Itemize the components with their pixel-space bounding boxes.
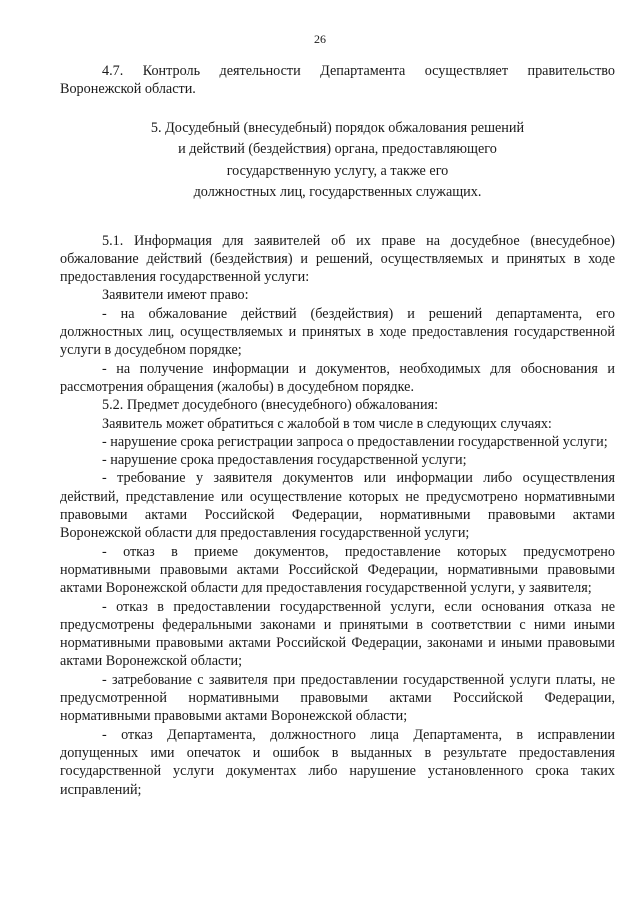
- document-body: [60, 62, 615, 799]
- list-item-fee-demand: - затребование с заявителя при предоставлении государственной услуги платы, не предусмотренной нормативными правовыми актами Российской Федерации, нормативными правовыми актами Воронежской области;: [60, 671, 615, 725]
- section-5-heading: [60, 118, 615, 204]
- section-heading-line-3: государственную услугу, а также его: [226, 162, 449, 179]
- page-number: 26: [314, 32, 326, 46]
- paragraph-4-7: 4.7. Контроль деятельности Департамента осуществляет правительство Воронежской области.: [60, 63, 615, 98]
- section-heading-line-2: и действий (бездействия) органа, предоставляющего: [178, 141, 497, 158]
- section-heading-line-4: должностных лиц, государственных служащих.: [193, 184, 482, 201]
- list-item-service-delay: - нарушение срока предоставления государственной услуги;: [102, 452, 467, 469]
- paragraph-5-1: 5.1. Информация для заявителей об их праве на досудебное (внесудебное) обжалование действий (бездействия) и решений, осуществляемых и принятых в ходе предоставления государственной услуги:: [60, 232, 615, 286]
- paragraph-complaint-cases: Заявитель может обратиться с жалобой в том числе в следующих случаях:: [102, 415, 552, 432]
- list-item-registration-delay: - нарушение срока регистрации запроса о предоставлении государственной услуги;: [102, 433, 608, 450]
- list-item-refusal-correction: - отказ Департамента, должностного лица Департамента, в исправлении допущенных ими опечаток и ошибок в выданных в результате предоставления государственной услуги документах либо нарушение установленного срока таких исправлений;: [60, 726, 615, 798]
- list-item-extra-documents: - требование у заявителя документов или информации либо осуществления действий, представление или осуществление которых не предусмотрено нормативными правовыми актами Российской Федерации, нормативными правовыми актами Воронежской области для предоставления государственной услуги;: [60, 470, 615, 542]
- list-item-right-appeal: - на обжалование действий (бездействия) и решений департамента, его должностных лиц, осуществляемых и принятых в ходе предоставления государственной услуги в досудебном порядке;: [60, 305, 615, 359]
- paragraph-5-2: 5.2. Предмет досудебного (внесудебного) обжалования:: [102, 397, 439, 414]
- list-item-refusal-service: - отказ в предоставлении государственной услуги, если основания отказа не предусмотрены федеральными законами и принятыми в соответствии с ними иными нормативными правовыми актами Российской Федерации, законами и иными правовыми актами Воронежской области;: [60, 598, 615, 670]
- paragraph-applicants-rights: Заявители имеют право:: [102, 287, 249, 304]
- section-heading-line-1: 5. Досудебный (внесудебный) порядок обжалования решений: [150, 119, 525, 136]
- list-item-right-information: - на получение информации и документов, необходимых для обоснования и рассмотрения обращения (жалобы) в досудебном порядке.: [60, 360, 615, 395]
- list-item-refusal-acceptance: - отказ в приеме документов, предоставление которых предусмотрено нормативными правовыми актами Российской Федерации, нормативными правовыми актами Воронежской области для предоставления государственной услуги, у заявителя;: [60, 543, 615, 597]
